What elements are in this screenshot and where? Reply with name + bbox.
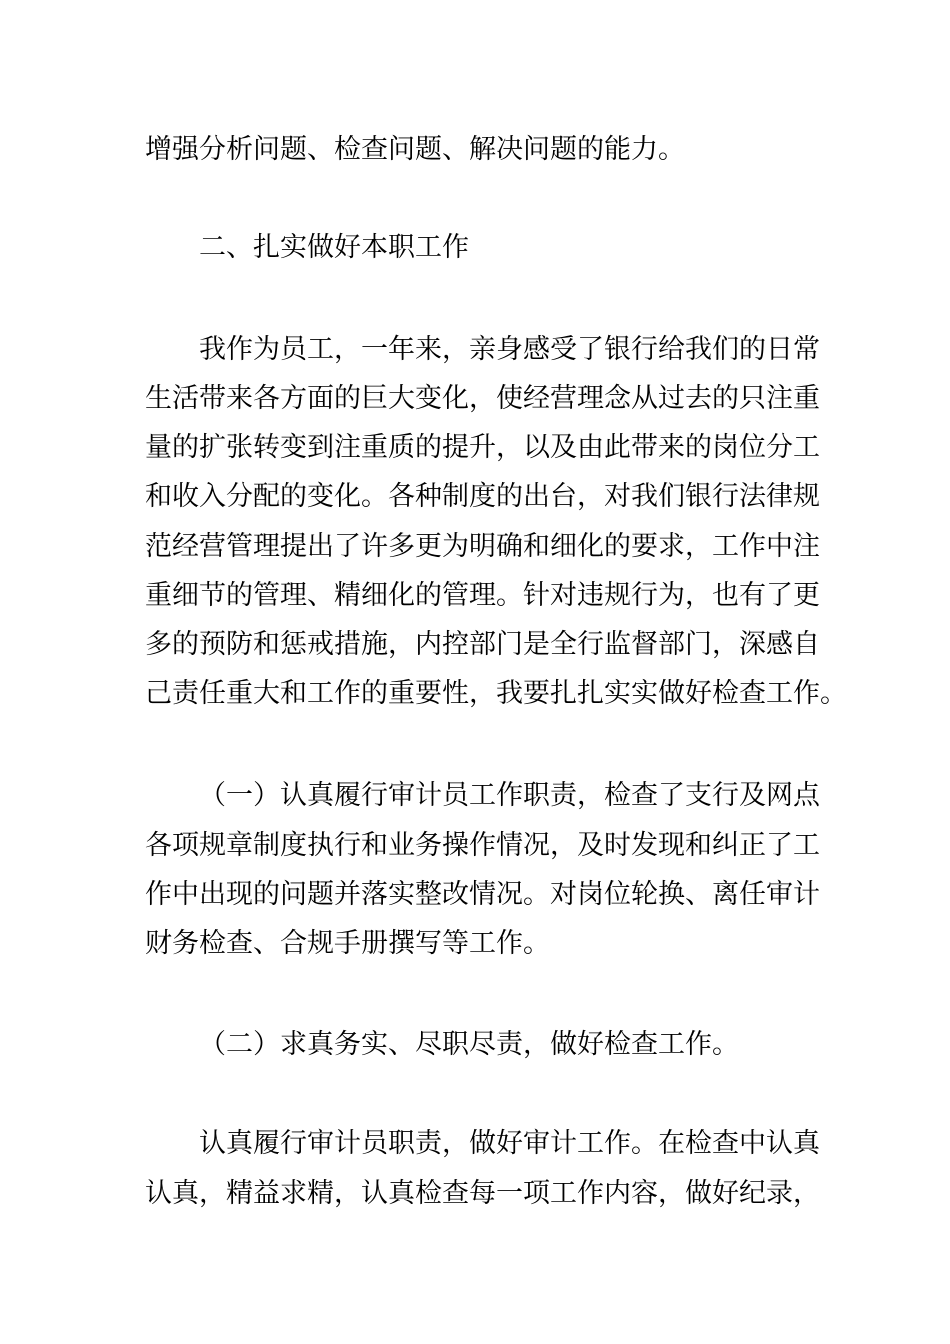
paragraph-line: 作中出现的问题并落实整改情况。对岗位轮换、离任审计 [145, 879, 820, 910]
paragraph-line: 增强分析问题、检查问题、解决问题的能力。 [145, 134, 685, 165]
paragraph-line: （一）认真履行审计员工作职责，检查了支行及网点 [199, 780, 820, 811]
paragraph-line: 和收入分配的变化。各种制度的出台，对我们银行法律规 [145, 481, 820, 512]
paragraph-line: 生活带来各方面的巨大变化，使经营理念从过去的只注重 [145, 383, 820, 414]
paragraph-line: 我作为员工，一年来，亲身感受了银行给我们的日常 [199, 334, 820, 365]
paragraph-line: 己责任重大和工作的重要性，我要扎扎实实做好检查工作。 [145, 678, 847, 709]
paragraph-line: 财务检查、合规手册撰写等工作。 [145, 928, 550, 959]
paragraph-line: 量的扩张转变到注重质的提升，以及由此带来的岗位分工 [145, 432, 820, 463]
paragraph-line: 认真，精益求精，认真检查每一项工作内容，做好纪录， [145, 1178, 820, 1209]
paragraph-line: 重细节的管理、精细化的管理。针对违规行为，也有了更 [145, 580, 820, 611]
paragraph-line: 范经营管理提出了许多更为明确和细化的要求，工作中注 [145, 531, 820, 562]
paragraph-line: 认真履行审计员职责，做好审计工作。在检查中认真 [199, 1128, 820, 1159]
paragraph-line: 多的预防和惩戒措施，内控部门是全行监督部门，深感自 [145, 629, 820, 660]
subheading: （二）求真务实、尽职尽责，做好检查工作。 [199, 1029, 739, 1060]
paragraph-line: 各项规章制度执行和业务操作情况，及时发现和纠正了工 [145, 830, 820, 861]
section-heading: 二、扎实做好本职工作 [199, 232, 469, 263]
